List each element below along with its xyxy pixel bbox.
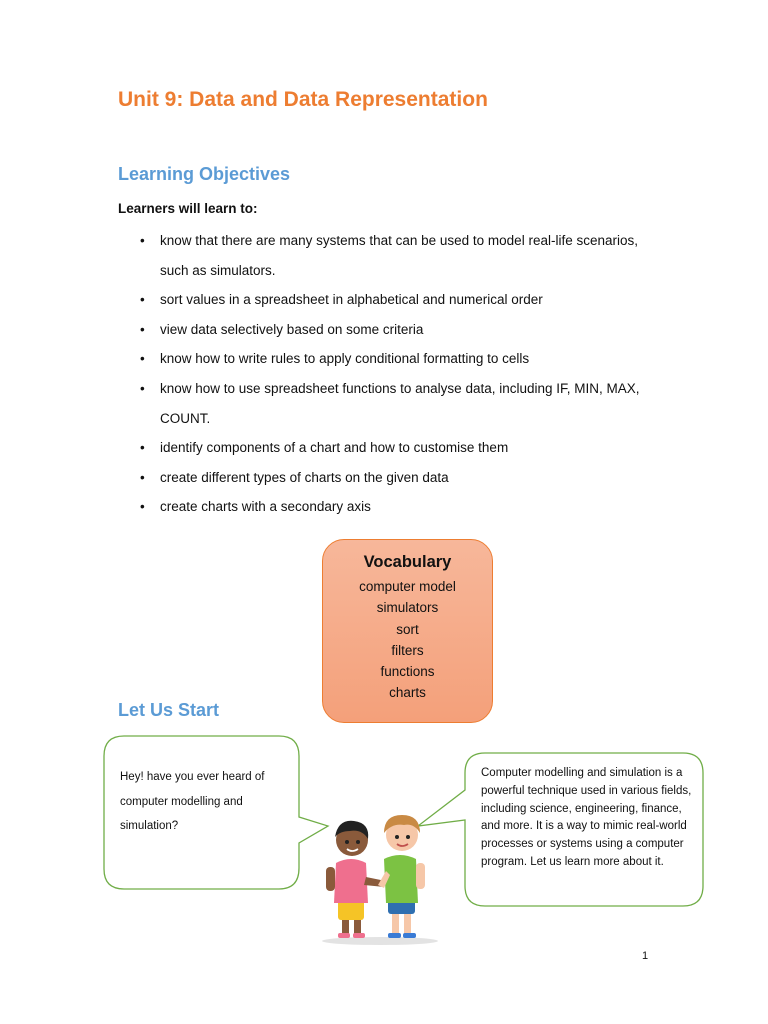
- vocabulary-word: sort: [396, 621, 419, 637]
- let-us-start-heading: Let Us Start: [118, 700, 220, 720]
- vocabulary-word: filters: [391, 642, 424, 658]
- dark-haired-boy: [326, 821, 386, 938]
- objectives-lead: Learners will learn to:: [118, 201, 258, 216]
- left-bubble-text: Hey! have you ever heard of computer modelling and simulation?: [120, 771, 265, 832]
- bullet-icon: •: [140, 499, 145, 515]
- light-haired-boy: [378, 815, 425, 938]
- objective-text: identify components of a chart and how to customise them: [160, 440, 509, 456]
- right-bubble-text: Computer modelling and simulation is a powerful technique used in various fields, including science, engineering, finance, and more. It is a way to mimic real-world processes or systems using a computer program. Let us learn more about it.: [481, 767, 692, 868]
- objective-text: know how to use spreadsheet functions to analyse data, including IF, MIN, MAX, COUNT.: [160, 380, 640, 426]
- unit-title: Unit 9: Data and Data Representation: [118, 88, 488, 111]
- bullet-icon: •: [140, 440, 145, 456]
- objective-text: create charts with a secondary axis: [160, 499, 371, 515]
- vocabulary-word: computer model: [359, 579, 456, 594]
- objective-text: know how to write rules to apply conditional formatting to cells: [160, 351, 530, 367]
- bullet-icon: •: [140, 233, 145, 248]
- bullet-icon: •: [140, 292, 145, 308]
- page-number: 1: [642, 950, 649, 962]
- vocabulary-title: Vocabulary: [363, 553, 452, 571]
- bullet-icon: •: [140, 469, 145, 485]
- bullet-icon: •: [140, 380, 145, 396]
- vocabulary-word: charts: [389, 685, 426, 701]
- objective-text: create different types of charts on the given data: [160, 469, 449, 485]
- children-illustration: [318, 805, 448, 945]
- objective-text: know that there are many systems that can be used to model real-life scenarios, such as simulators.: [160, 233, 638, 278]
- objective-text: view data selectively based on some criteria: [160, 321, 424, 337]
- ground-shadow: [322, 937, 438, 945]
- bullet-icon: •: [140, 321, 145, 337]
- learning-objectives-heading: Learning Objectives: [118, 164, 291, 184]
- vocabulary-word: simulators: [376, 600, 439, 616]
- bullet-icon: •: [140, 351, 145, 367]
- vocabulary-word: functions: [380, 664, 435, 680]
- objective-text: sort values in a spreadsheet in alphabetical and numerical order: [160, 292, 543, 308]
